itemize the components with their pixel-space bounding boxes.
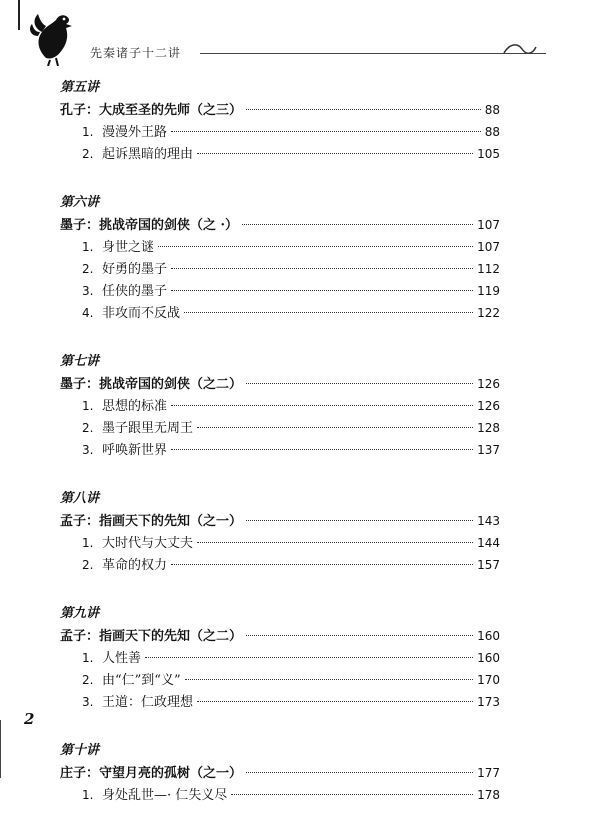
leader-dots: [231, 794, 473, 795]
item-number: 2.: [82, 558, 94, 572]
page-ref: 119: [477, 284, 500, 298]
leader-dots: [246, 635, 473, 636]
page-ref: 178: [477, 788, 500, 802]
lecture-title: 第八讲: [60, 491, 100, 506]
chapter-title: 墨子：挑战帝国的剑侠（之二）: [60, 377, 243, 392]
toc-item[interactable]: [60, 669, 500, 691]
header-rule: [18, 0, 20, 30]
item-title: 由“仁”到“义”: [102, 673, 181, 688]
page-number: 2: [24, 710, 35, 728]
item-number: 3.: [82, 443, 94, 457]
toc-chapter-entry[interactable]: [60, 510, 500, 532]
toc-section: [60, 596, 500, 713]
lecture-title: 第六讲: [60, 195, 100, 210]
lecture-title: 第五讲: [60, 80, 100, 95]
leader-dots: [197, 542, 473, 543]
toc-item[interactable]: [60, 647, 500, 669]
item-title: 墨子跟里无周王: [102, 421, 194, 436]
leader-dots: [197, 701, 473, 702]
item-number: 2.: [82, 673, 94, 687]
item-title: 王道：仁政理想: [102, 695, 194, 710]
chapter-title: 孟子：指画天下的先知（之二）: [60, 629, 243, 644]
page-ref: 128: [477, 421, 500, 435]
page-ref: 157: [477, 558, 500, 572]
toc-item[interactable]: [60, 302, 500, 324]
leader-dots: [246, 520, 473, 521]
item-number: 2.: [82, 262, 94, 276]
page-ref: 144: [477, 536, 500, 550]
item-number: 2.: [82, 147, 94, 161]
page-ref: 137: [477, 443, 500, 457]
toc-chapter-entry[interactable]: [60, 762, 500, 784]
leader-dots: [171, 268, 473, 269]
item-number: 1.: [82, 240, 94, 254]
toc-item[interactable]: [60, 691, 500, 713]
item-number: 2.: [82, 421, 94, 435]
leader-dots: [171, 131, 481, 132]
table-of-contents: [60, 70, 500, 826]
item-number: 1.: [82, 125, 94, 139]
page-ref: 160: [477, 629, 500, 643]
item-title: 身世之谜: [102, 240, 155, 255]
leader-dots: [184, 312, 473, 313]
page-ref: 122: [477, 306, 500, 320]
rooster-logo-icon: [28, 6, 84, 66]
corner-mark: [0, 720, 1, 778]
page-ref: 107: [477, 240, 500, 254]
toc-section: [60, 185, 500, 324]
item-title: 好勇的墨子: [102, 262, 168, 277]
lecture-title: 第九讲: [60, 606, 100, 621]
item-title: 漫漫外王路: [102, 125, 168, 140]
toc-chapter-entry[interactable]: [60, 373, 500, 395]
page-ref: 112: [477, 262, 500, 276]
chapter-title: 墨子：挑战帝国的剑侠（之 ·）: [60, 218, 239, 233]
item-number: 4.: [82, 306, 94, 320]
toc-item[interactable]: [60, 554, 500, 576]
leader-dots: [246, 383, 473, 384]
leader-dots: [158, 246, 473, 247]
item-number: 1.: [82, 399, 94, 413]
header-title: 先秦诸子十二讲: [90, 46, 182, 60]
leader-dots: [246, 109, 481, 110]
toc-section: [60, 70, 500, 165]
page-ref: 88: [484, 125, 500, 139]
page-ref: 105: [477, 147, 500, 161]
page-ref: 177: [477, 766, 500, 780]
item-number: 3.: [82, 695, 94, 709]
leader-dots: [145, 657, 473, 658]
item-title: 革命的权力: [102, 558, 168, 573]
toc-item[interactable]: [60, 236, 500, 258]
item-title: 任侠的墨子: [102, 284, 168, 299]
lecture-title: 第七讲: [60, 354, 100, 369]
leader-dots: [171, 449, 473, 450]
leader-dots: [171, 564, 473, 565]
item-number: 1.: [82, 536, 94, 550]
item-number: 1.: [82, 788, 94, 802]
page-ref: 88: [484, 103, 500, 117]
item-title: 人性善: [102, 651, 142, 666]
page-ref: 126: [477, 377, 500, 391]
ornament-icon: [500, 41, 540, 59]
toc-item[interactable]: [60, 784, 500, 806]
lecture-title: 第十讲: [60, 743, 100, 758]
leader-dots: [197, 427, 473, 428]
leader-dots: [197, 153, 473, 154]
toc-item[interactable]: [60, 395, 500, 417]
page-ref: 160: [477, 651, 500, 665]
toc-section: [60, 481, 500, 576]
header-line: [200, 53, 546, 54]
leader-dots: [246, 772, 473, 773]
item-title: 起诉黑暗的理由: [102, 147, 194, 162]
toc-item[interactable]: [60, 280, 500, 302]
toc-chapter-entry[interactable]: [60, 625, 500, 647]
page-ref: 126: [477, 399, 500, 413]
item-number: 3.: [82, 284, 94, 298]
toc-item[interactable]: [60, 121, 500, 143]
toc-section: [60, 344, 500, 461]
chapter-title: 庄子：守望月亮的孤树（之一）: [60, 766, 243, 781]
toc-item[interactable]: [60, 258, 500, 280]
leader-dots: [171, 405, 473, 406]
toc-item[interactable]: [60, 532, 500, 554]
item-title: 身处乱世—· 仁失义尽: [102, 788, 228, 803]
toc-item[interactable]: [60, 143, 500, 165]
toc-chapter-entry[interactable]: [60, 214, 500, 236]
leader-dots: [242, 224, 473, 225]
item-title: 呼唤新世界: [102, 443, 168, 458]
item-title: 大时代与大丈夫: [102, 536, 194, 551]
page-ref: 173: [477, 695, 500, 709]
toc-section: [60, 733, 500, 806]
item-number: 1.: [82, 651, 94, 665]
chapter-title: 孟子：指画天下的先知（之一）: [60, 514, 243, 529]
item-title: 思想的标准: [102, 399, 168, 414]
item-title: 非攻而不反战: [102, 306, 181, 321]
toc-item[interactable]: [60, 439, 500, 461]
chapter-title: 孔子：大成至圣的先师（之三）: [60, 103, 243, 118]
page-ref: 143: [477, 514, 500, 528]
toc-chapter-entry[interactable]: [60, 99, 500, 121]
page-ref: 107: [477, 218, 500, 232]
toc-item[interactable]: [60, 417, 500, 439]
page-ref: 170: [477, 673, 500, 687]
leader-dots: [185, 679, 474, 680]
leader-dots: [171, 290, 473, 291]
